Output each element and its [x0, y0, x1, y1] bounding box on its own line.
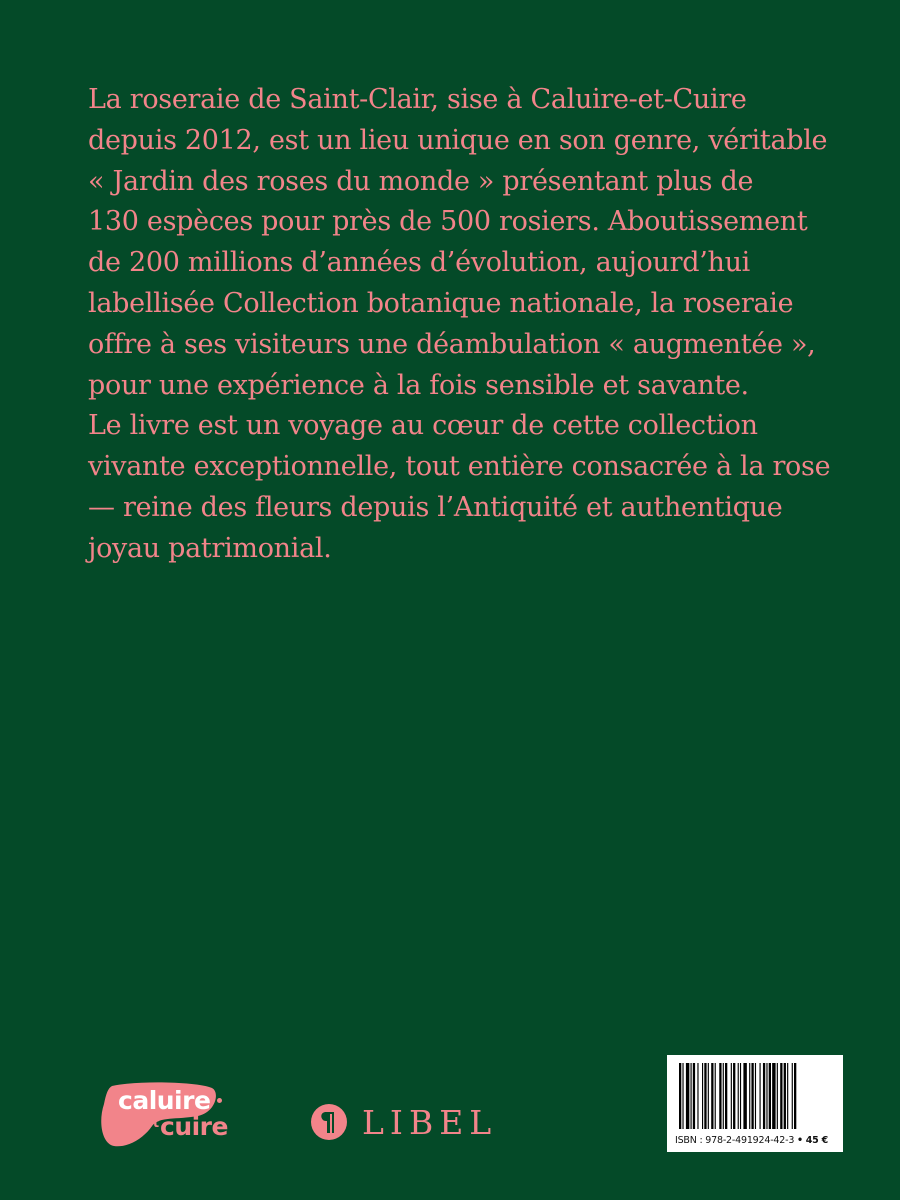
blurb-line: vivante exceptionnelle, tout entière consacrée à la rose	[88, 451, 831, 483]
barcode-bar	[769, 1063, 771, 1129]
barcode-bar	[723, 1063, 724, 1129]
blurb-line: labellisée Collection botanique nationale, la roseraie	[88, 287, 794, 319]
isbn-line	[675, 1135, 835, 1146]
back-cover-blurb	[88, 80, 848, 570]
blurb-line: — reine des fleurs depuis l’Antiquité et authentique	[88, 491, 783, 523]
barcode-panel	[667, 1055, 843, 1152]
cuire-word: cuire	[160, 1112, 228, 1141]
libel-logo	[310, 1102, 497, 1142]
barcode-bar	[787, 1063, 788, 1129]
blurb-line: de 200 millions d’années d’évolution, aujourd’hui	[88, 247, 750, 279]
barcode-bar	[704, 1063, 706, 1129]
barcode-bar	[731, 1063, 732, 1129]
isbn-separator: •	[797, 1135, 803, 1146]
barcode-bar	[738, 1063, 739, 1129]
barcode-bar	[749, 1063, 750, 1129]
blurb-line: La roseraie de Saint-Clair, sise à Caluire-et-Cuire	[88, 84, 747, 115]
barcode-bar	[702, 1063, 703, 1129]
barcode-bar	[682, 1063, 683, 1129]
barcode-bar	[766, 1063, 767, 1129]
barcode-bar	[686, 1063, 689, 1129]
libel-mark-icon	[310, 1103, 348, 1141]
barcode-bar	[691, 1063, 692, 1129]
barcode-bar	[693, 1063, 695, 1129]
barcode-bar	[740, 1063, 741, 1129]
barcode-bar	[792, 1063, 793, 1129]
libel-wordmark: LIBEL	[362, 1102, 498, 1142]
barcode-bar	[780, 1063, 782, 1129]
barcode-bar	[733, 1063, 735, 1129]
barcode-bar	[711, 1063, 713, 1129]
blurb-line: depuis 2012, est un lieu unique en son genre, véritable	[88, 124, 828, 156]
caluire-word: caluire	[118, 1086, 211, 1115]
isbn-text: ISBN : 978-2-491924-42-3	[675, 1135, 795, 1146]
barcode-bar	[772, 1063, 775, 1129]
barcode-bar	[777, 1063, 778, 1129]
barcode-bar	[708, 1063, 709, 1129]
barcode-bar	[751, 1063, 753, 1129]
barcode-bar	[755, 1063, 756, 1129]
blurb-line: « Jardin des roses du monde » présentant plus de	[88, 165, 754, 197]
blurb-line: 130 espèces pour près de 500 rosiers. Aboutissement	[88, 206, 808, 238]
barcode-bar	[760, 1063, 761, 1129]
barcode-bar	[784, 1063, 786, 1129]
barcode-bar	[725, 1063, 727, 1129]
barcode-bar	[719, 1063, 721, 1129]
barcode-bars	[679, 1063, 831, 1129]
blurb-line: joyau patrimonial.	[88, 532, 332, 564]
barcode-bar	[715, 1063, 716, 1129]
barcode-bar	[679, 1063, 681, 1129]
blurb-line: offre à ses visiteurs une déambulation « augmentée »,	[88, 328, 816, 360]
barcode-bar	[743, 1063, 746, 1129]
barcode-bar	[697, 1063, 698, 1129]
price-label: 45 €	[805, 1135, 829, 1146]
barcode-bar	[794, 1063, 796, 1129]
caluire-et-cuire-logo	[100, 1082, 260, 1152]
et-word: et	[144, 1116, 160, 1131]
blurb-line: Le livre est un voyage au cœur de cette collection	[88, 410, 758, 442]
blurb-line: pour une expérience à la fois sensible et savante.	[88, 369, 749, 401]
barcode-bar	[763, 1063, 765, 1129]
caluire-dot	[217, 1098, 222, 1103]
